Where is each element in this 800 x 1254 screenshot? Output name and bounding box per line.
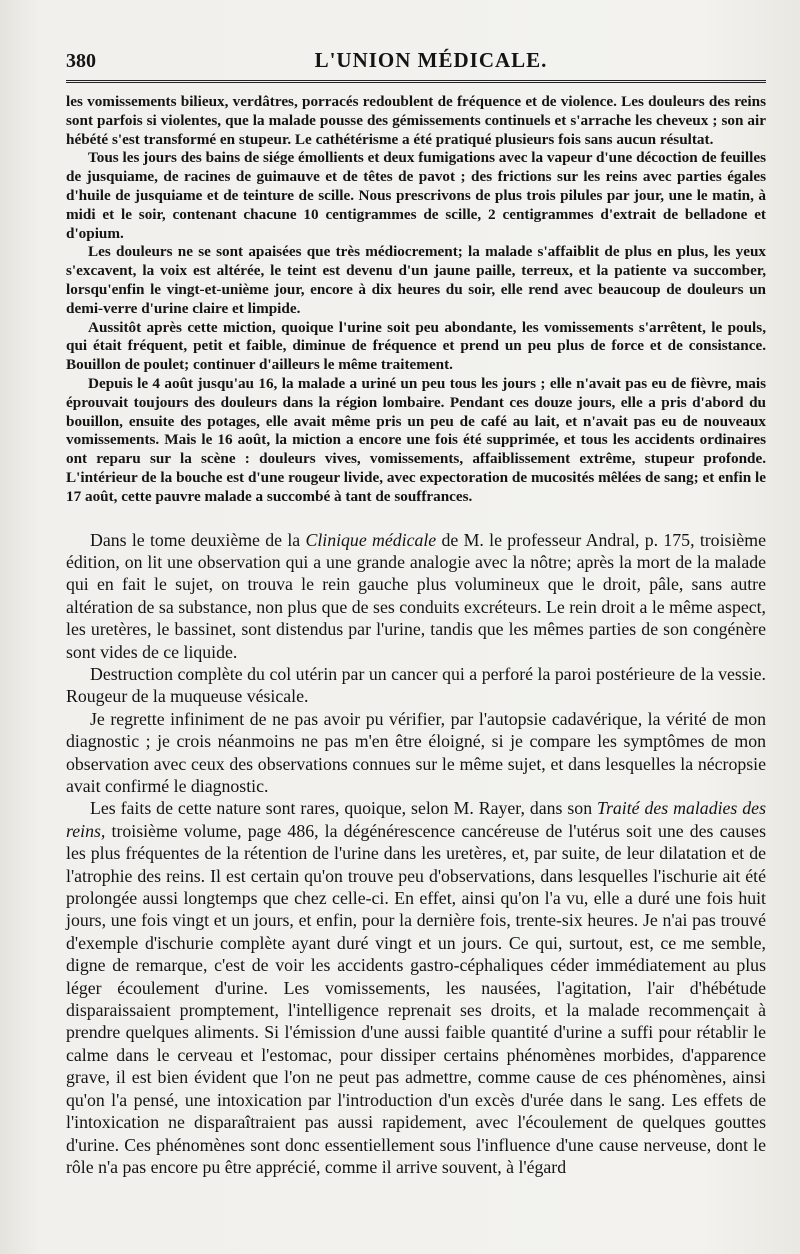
commentary-paragraph: Destruction complète du col utérin par un cancer qui a perforé la paroi postérieure de la vessie. Rougeur de la muqueuse vésicale.: [66, 663, 766, 707]
commentary-paragraph: [66, 797, 766, 1178]
case-paragraph: Les douleurs ne se sont apaisées que très médiocrement; la malade s'affaiblit de plus en plus, les yeux s'excavent, la voix est altérée, le teint est devenu d'un jaune paille, terreux, et la patiente va succomber, lorsqu'enfin le vingt-et-unième jour, encore à dix heures du soir, elle rend avec beaucoup de douleurs un demi-verre d'urine claire et limpide.: [66, 243, 766, 317]
text-run: de M. le professeur Andral, p. 175, troisième édition, on lit une observation qui a une grande analogie avec la nôtre; après la mort de la malade qui en fait le sujet, on trouva le rein gauche plus volumineux que le droit, pâle, sans autre altération de sa substance, non plus que de ses conduits excréteurs. Le rein droit a le même aspect, les uretères, le bassinet, sont distendus par l'urine, tandis que les mêmes parties de son congénère sont vides de ce liquide.: [66, 529, 766, 662]
case-report: [66, 93, 766, 507]
case-paragraph: les vomissements bilieux, verdâtres, porracés redoublent de fréquence et de violence. Les douleurs des reins sont parfois si violentes, que la malade pousse des gémissements continuels et s'arrache les cheveux ; son air hébété s'est transformé en stupeur. Le cathétérisme a été pratiqué plusieurs fois sans aucun résultat.: [66, 93, 766, 148]
commentary-paragraph: [66, 529, 766, 663]
page-number: 380: [66, 50, 96, 72]
text-run: troisième volume, page 486, la dégénérescence cancéreuse de l'utérus soit une des causes les plus fréquentes de la rétention de l'urine dans les uretères, et, par suite, de leur dilatation et de l'atrophie des reins. Il est certain qu'on trouve peu d'observations, dans lesquelles l'ischurie ait été prolongée aussi longtemps que chez celle-ci. En effet, ainsi qu'on l'a vu, elle a duré une fois huit jours, une fois vingt et un jours, et enfin, pour la dernière fois, trente-six heures. Je n'ai pas trouvé d'exemple d'ischurie complète ayant duré vingt et un jours. Ce qui, surtout, est, ce me semble, digne de remarque, c'est de voir les accidents gastro-céphaliques céder immédiatement au plus léger écoulement d'urine. Les vomissements, les nausées, l'agitation, l'air d'hébétude disparaissaient promptement, l'intelligence reprenait ses droits, et la malade recommençait à prendre quelques aliments. Si l'émission d'une aussi faible quantité d'urine a suffi pour rétablir le calme dans le cerveau et l'estomac, pour dissiper certains phénomènes morbides, d'apparence grave, il est bien évident que l'on ne peut pas admettre, comme cause de ces phénomènes, ainsi qu'on l'a pensé, une intoxication par l'introduction d'un excès d'urée dans le sang. Les effets de l'intoxication ne disparaîtraient pas aussi rapidement, avec l'écoulement de quelques gouttes d'urine. Ces phénomènes sont donc essentiellement sous l'influence d'une cause nerveuse, dont le rôle n'a pas encore pu être apprécié, comme il arrive souvent, à l'égard: [66, 820, 766, 1177]
case-paragraph: Aussitôt après cette miction, quoique l'urine soit peu abondante, les vomissements s'arrêtent, le pouls, qui était fréquent, petit et faible, diminue de fréquence et prend un peu plus de force et de consistance. Bouillon de poulet; continuer d'ailleurs le même traitement.: [66, 318, 766, 374]
case-paragraph: Depuis le 4 août jusqu'au 16, la malade a uriné un peu tous les jours ; elle n'avait pas eu de fièvre, mais éprouvait toujours des douleurs dans la région lombaire. Pendant ces douze jours, elle a pris d'abord du bouillon, ensuite des potages, elle avait même pris un peu de café au lait, et n'avait pas eu de nouveaux vomissements. Mais le 16 août, la miction a encore une fois été supprimée, et tous les accidents ordinaires ont reparu sur la scène : douleurs vives, vomissements, affaiblissement extrême, stupeur profonde. L'intérieur de la bouche est d'une rougeur livide, avec expectoration de mucosités mêlées de sang; et enfin le 17 août, cette pauvre malade a succombé à tant de souffrances.: [66, 374, 766, 505]
case-paragraph: Tous les jours des bains de siége émollients et deux fumigations avec la vapeur d'une décoction de feuilles de jusquiame, de racines de guimauve et de têtes de pavot ; des frictions sur les reins avec parties égales d'huile de jusquiame et de teinture de scille. Nous prescrivons de plus trois pilules par jour, une le matin, à midi et le soir, contenant chacune 10 centigrammes de scille, 2 centigrammes d'extrait de belladone et d'opium.: [66, 149, 766, 242]
text-run: Les faits de cette nature sont rares, quoique, selon M. Rayer, dans son: [90, 798, 598, 819]
header-rule: [66, 80, 766, 83]
commentary-paragraph: Je regrette infiniment de ne pas avoir pu vérifier, par l'autopsie cadavérique, la vérité de mon diagnostic ; je crois néanmoins ne pas m'en être éloigné, si je compare les symptômes de mon observation avec ceux des observations connues sur le même sujet, et dans lesquelles la nécropsie avait confirmé le diagnostic.: [66, 708, 766, 796]
journal-title: L'UNION MÉDICALE.: [314, 48, 548, 72]
running-head: [66, 44, 766, 80]
text-run: Dans le tome deuxième de la: [90, 529, 306, 550]
book-title: Traité des maladies des reins,: [66, 798, 766, 841]
book-title: Clinique médicale: [305, 529, 437, 550]
commentary: [66, 529, 766, 1179]
